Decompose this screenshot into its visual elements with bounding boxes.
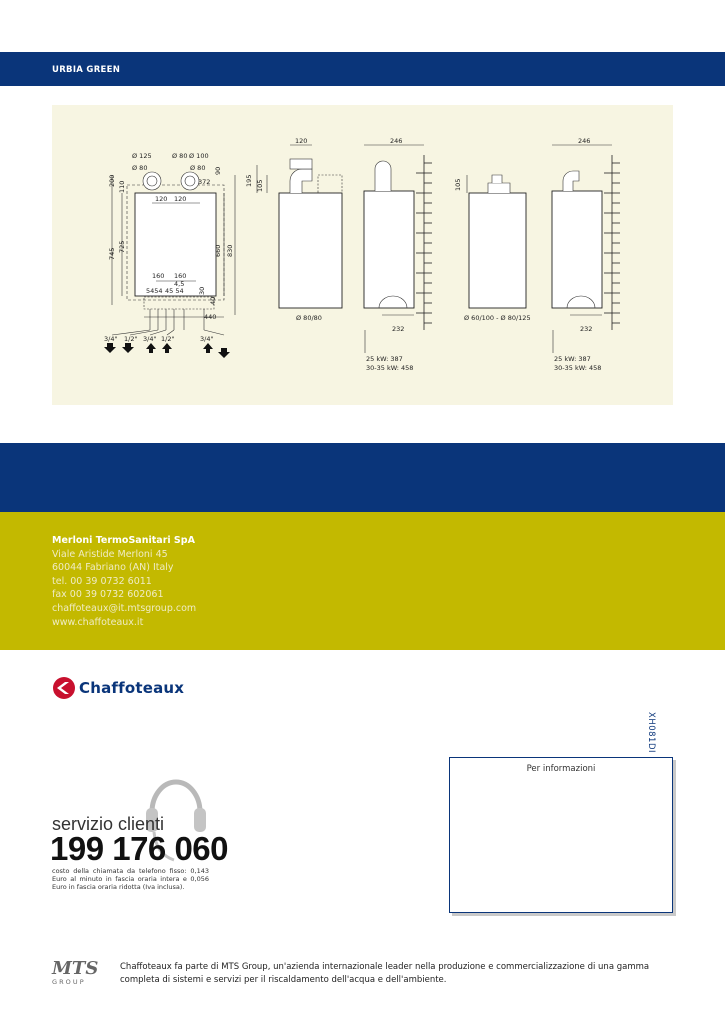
dim-label: 120 xyxy=(155,195,168,203)
chaffoteaux-logo-icon xyxy=(52,676,76,700)
address-email[interactable]: chaffoteaux@it.mtsgroup.com xyxy=(52,602,197,614)
mts-group-logo-icon xyxy=(50,956,110,988)
dim-label: 40 xyxy=(209,296,217,305)
mts-logo-text: MTS xyxy=(52,958,99,979)
service-cost-note: costo della chiamata da telefono fisso: 0,143 Euro al minuto in fascia oraria intera e 0,056 Euro in fascia oraria ridotta (Iva inclusa). xyxy=(52,867,209,891)
dim-label: 160 xyxy=(152,272,165,280)
footer-text: Chaffoteaux fa parte di MTS Group, un'azienda internazionale leader nella produzione e commercializzazione di una gamma completa di sistemi e servizi per il riscaldamento dell'acqua e dell'ambiente. xyxy=(120,962,650,985)
dimension-drawings xyxy=(52,105,673,405)
dim-label: Ø 60/100 - Ø 80/125 xyxy=(464,314,531,322)
dim-label: 232 xyxy=(392,325,405,333)
dim-label: 725 xyxy=(118,240,126,253)
dim-label: 160 xyxy=(174,272,187,280)
address-street: Viale Aristide Merloni 45 xyxy=(52,548,168,560)
connection-label: 3/4" xyxy=(200,335,214,343)
dim-note: 25 kW: 387 xyxy=(366,355,403,363)
dim-label: Ø 125 xyxy=(132,152,152,160)
company-name: Merloni TermoSanitari SpA xyxy=(52,535,195,546)
dim-label: Ø 80 xyxy=(132,164,148,172)
dim-label: 110 xyxy=(118,180,126,193)
dim-label: 5454 xyxy=(146,287,163,295)
dim-label: 105 xyxy=(256,179,264,192)
dim-label: 30 xyxy=(198,286,206,295)
service-label: servizio clienti xyxy=(52,814,165,834)
dim-label: 4,5 xyxy=(174,280,185,288)
page-title: URBIA GREEN xyxy=(52,65,121,75)
connection-label: 3/4" xyxy=(143,335,157,343)
dim-label: Ø 100 xyxy=(189,152,209,160)
info-box-title: Per informazioni xyxy=(526,764,596,774)
connection-label: 1/2" xyxy=(161,335,175,343)
dim-label: Ø 80 xyxy=(172,152,188,160)
blue-band xyxy=(0,443,725,512)
dim-label: Ø 80/80 xyxy=(296,314,322,322)
dim-label: 372 xyxy=(198,178,211,186)
dim-label: 232 xyxy=(580,325,593,333)
dim-label: 246 xyxy=(578,137,591,145)
dim-label: Ø 80 xyxy=(190,164,206,172)
dim-label: 745 xyxy=(108,247,116,260)
address-website[interactable]: www.chaffoteaux.it xyxy=(52,616,144,628)
dim-label: 195 xyxy=(245,174,253,187)
dim-label: 45 54 xyxy=(165,287,184,295)
connection-label: 3/4" xyxy=(104,335,118,343)
mts-group-text: G R O U P xyxy=(52,978,84,986)
dim-label: 120 xyxy=(174,195,187,203)
company-address xyxy=(52,534,196,629)
dim-label: 830 xyxy=(226,244,234,257)
dim-label: 120 xyxy=(295,137,308,145)
service-phone-number[interactable]: 199 176 060 xyxy=(50,830,229,867)
dim-note: 30-35 kW: 458 xyxy=(554,364,602,372)
dim-label: 440 xyxy=(204,313,217,321)
dim-note: 25 kW: 387 xyxy=(554,355,591,363)
address-city: 60044 Fabriano (AN) Italy xyxy=(52,562,174,574)
dim-note: 30-35 kW: 458 xyxy=(366,364,414,372)
connection-label: 1/2" xyxy=(124,335,138,343)
dim-label: 105 xyxy=(454,178,462,191)
dim-label: 200 xyxy=(108,174,116,187)
address-fax: fax 00 39 0732 602061 xyxy=(52,589,164,601)
dim-label: 660 xyxy=(214,244,222,257)
dimension-drawings-panel xyxy=(52,105,673,405)
document-code: XH081DI xyxy=(646,712,656,753)
brand-name: Chaffoteaux xyxy=(79,679,185,697)
dim-label: 90 xyxy=(214,166,222,175)
info-box xyxy=(449,757,673,913)
dim-label: 246 xyxy=(390,137,403,145)
address-tel: tel. 00 39 0732 6011 xyxy=(52,575,152,587)
